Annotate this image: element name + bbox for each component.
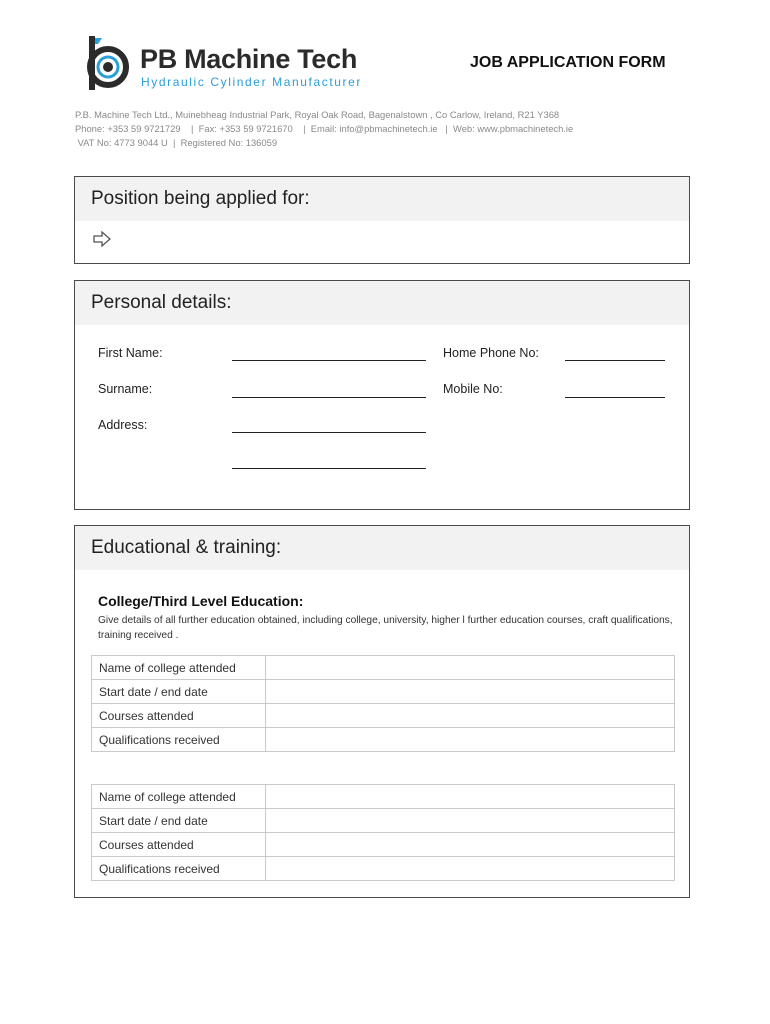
brand-tagline: Hydraulic Cylinder Manufacturer: [141, 75, 362, 89]
pb-logo-icon: [82, 34, 132, 92]
home-phone-label: Home Phone No:: [443, 346, 539, 360]
courses-field[interactable]: [266, 704, 675, 728]
first-name-label: First Name:: [98, 346, 163, 360]
qualifications-label: Qualifications received: [92, 857, 266, 881]
position-section: [74, 176, 690, 264]
address-label: Address:: [98, 418, 148, 432]
qualifications-field[interactable]: [266, 728, 675, 752]
college-subtitle: College/Third Level Education:: [98, 593, 304, 609]
table-row: [92, 680, 675, 704]
table-row: [92, 704, 675, 728]
position-title: Position being applied for:: [91, 188, 310, 209]
college-name-label: Name of college attended: [92, 785, 266, 809]
table-row: [92, 857, 675, 881]
dates-field[interactable]: [266, 680, 675, 704]
courses-field[interactable]: [266, 833, 675, 857]
form-title: JOB APPLICATION FORM: [470, 54, 666, 71]
qualifications-label: Qualifications received: [92, 728, 266, 752]
mobile-field[interactable]: [565, 397, 665, 398]
college-table-2: [91, 784, 675, 881]
personal-title: Personal details:: [91, 292, 232, 313]
education-header: [75, 526, 689, 570]
education-title: Educational & training:: [91, 537, 282, 558]
table-row: [92, 656, 675, 680]
personal-details-section: [74, 280, 690, 510]
contact-vat: VAT No: 4773 9044 U | Registered No: 136059: [75, 137, 278, 148]
qualifications-field[interactable]: [266, 857, 675, 881]
address-field-line1[interactable]: [232, 432, 426, 433]
personal-header: [75, 281, 689, 325]
college-name-field[interactable]: [266, 785, 675, 809]
surname-label: Surname:: [98, 382, 153, 396]
first-name-field[interactable]: [232, 360, 426, 361]
dates-field[interactable]: [266, 809, 675, 833]
address-field-line2[interactable]: [232, 468, 426, 469]
home-phone-field[interactable]: [565, 360, 665, 361]
company-contact-info: [75, 108, 573, 150]
brand-name: PB Machine Tech: [140, 44, 358, 74]
college-description: Give details of all further education obtained, including college, university, higher l further education courses, craft qualifications, training received .: [98, 615, 673, 641]
college-name-label: Name of college attended: [92, 656, 266, 680]
table-row: [92, 833, 675, 857]
table-row: [92, 728, 675, 752]
courses-label: Courses attended: [92, 704, 266, 728]
contact-phone-email: Phone: +353 59 9721729 | Fax: +353 59 9721670 | Email: info@pbmachinetech.ie | Web: www.pbmachinetech.ie: [75, 123, 574, 134]
position-header: [75, 177, 689, 221]
courses-label: Courses attended: [92, 833, 266, 857]
mobile-label: Mobile No:: [443, 382, 503, 396]
table-row: [92, 785, 675, 809]
contact-address: P.B. Machine Tech Ltd., Muinebheag Industrial Park, Royal Oak Road, Bagenalstown , Co Carlow, Ireland, R21 Y368: [75, 109, 560, 120]
college-name-field[interactable]: [266, 656, 675, 680]
dates-label: Start date / end date: [92, 809, 266, 833]
college-table-1: [91, 655, 675, 752]
arrow-right-icon: [92, 229, 112, 249]
surname-field[interactable]: [232, 397, 426, 398]
table-row: [92, 809, 675, 833]
dates-label: Start date / end date: [92, 680, 266, 704]
